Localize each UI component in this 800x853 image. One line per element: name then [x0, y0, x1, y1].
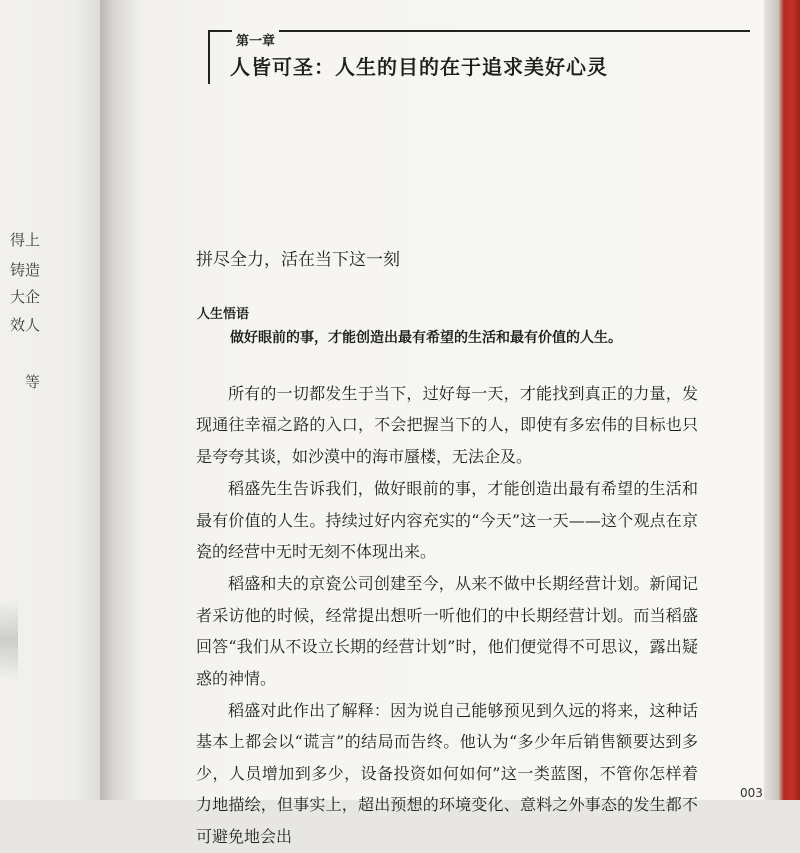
- left-fragment: 得上: [9, 231, 40, 249]
- body-text: [196, 378, 698, 853]
- insight-text: 做好眼前的事，才能创造出最有希望的生活和最有价值的人生。: [230, 330, 622, 346]
- left-fragment: 效人: [9, 316, 40, 334]
- page-number: 003: [740, 786, 763, 800]
- left-fragment: 铸造: [9, 261, 40, 279]
- body-paragraph: 稻盛和夫的京瓷公司创建至今，从来不做中长期经营计划。新闻记者采访他的时候，经常提出想听一听他们的中长期经营计划。而当稻盛回答“我们从不设立长期的经营计划”时，他们便觉得不可思议，露出疑惑的神情。: [196, 574, 698, 688]
- body-paragraph: 所有的一切都发生于当下，过好每一天，才能找到真正的力量，发现通往幸福之路的入口，不会把握当下的人，即使有多宏伟的目标也只是夸夸其谈，如沙漠中的海市蜃楼，无法企及。: [196, 384, 698, 466]
- chapter-label: 第一章: [232, 30, 279, 49]
- chapter-title: 人皆可圣：人生的目的在于追求美好心灵: [230, 55, 608, 79]
- left-fragment: 大企: [9, 288, 40, 306]
- body-paragraph: 稻盛对此作出了解释：因为说自己能够预见到久远的将来，这种话基本上都会以“谎言”的结局而告终。他认为“多少年后销售额要达到多少，人员增加到多少，设备投资如何如何”这一类蓝图，不管你怎样着力地描绘，但事实上，超出预想的环境变化、意料之外事态的发生都不可避免地会出: [196, 701, 698, 846]
- left-page-shadow: [0, 600, 18, 680]
- left-page: [0, 0, 108, 800]
- section-title: 拼尽全力，活在当下这一刻: [196, 250, 400, 270]
- book-cover-edge: [764, 0, 800, 800]
- insight-label: 人生悟语: [197, 307, 250, 322]
- left-fragment: 等: [24, 373, 40, 391]
- book-gutter: [100, 0, 140, 800]
- body-paragraph: 稻盛先生告诉我们，做好眼前的事，才能创造出最有希望的生活和最有价值的人生。持续过好内容充实的“今天”这一天——这个观点在京瓷的经营中无时无刻不体现出来。: [196, 479, 698, 562]
